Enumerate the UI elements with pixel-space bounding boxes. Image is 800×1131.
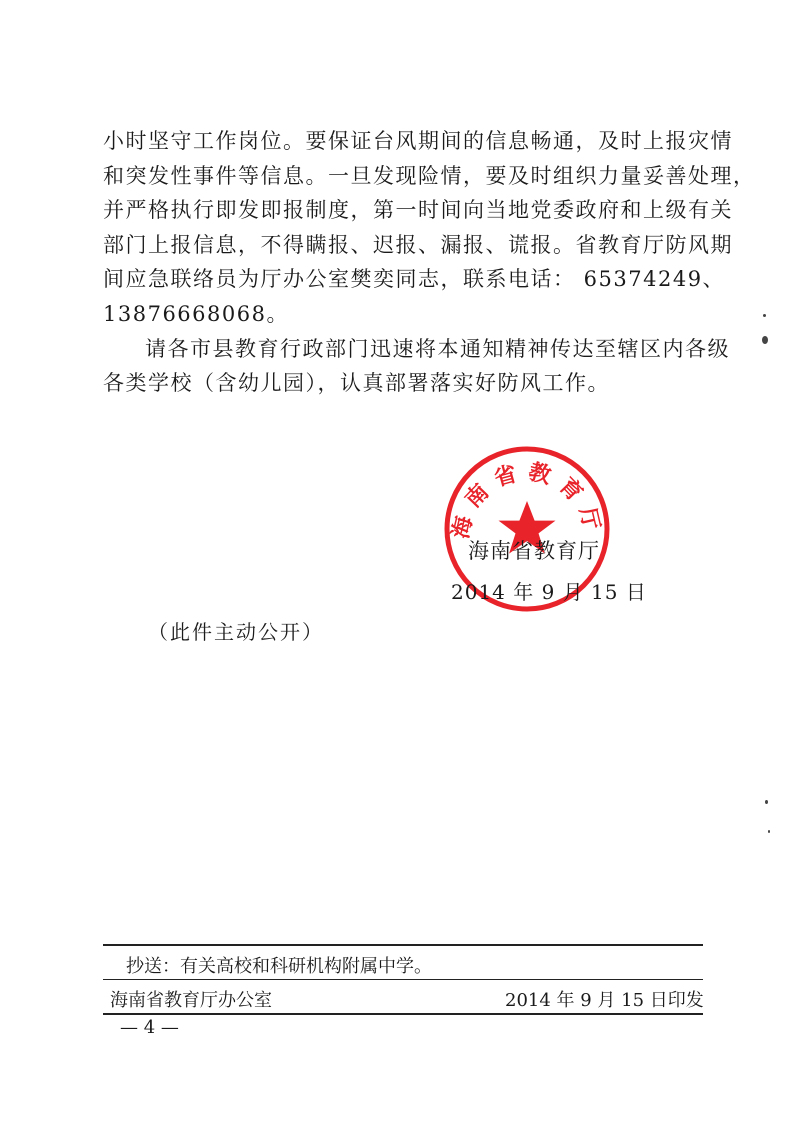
page-number: — 4 —: [120, 1017, 179, 1038]
body-line: 并严格执行即发即报制度，第一时间向当地党委政府和上级有关: [103, 198, 733, 223]
footer-rule-middle: [103, 979, 703, 980]
scan-mark: [762, 336, 768, 344]
scan-mark: [768, 830, 770, 833]
scan-mark: [763, 314, 766, 317]
print-date: 2014 年 9 月 15 日印发: [505, 990, 704, 1011]
paragraph-line: 请各市县教育行政部门迅速将本通知精神传达至辖区内各级: [145, 336, 730, 361]
body-line: 部门上报信息，不得瞒报、迟报、漏报、谎报。省教育厅防风期: [103, 232, 733, 257]
cc-line: 抄送：有关高校和科研机构附属中学。: [126, 956, 432, 977]
svg-text:海南省教育厅: 海南省教育厅: [448, 459, 606, 542]
body-line: 和突发性事件等信息。一旦发现险情，要及时组织力量妥善处理，: [103, 163, 756, 188]
body-text: [103, 124, 756, 401]
issuing-office: 海南省教育厅办公室: [110, 990, 272, 1011]
public-disclosure-note: （此件主动公开）: [148, 620, 324, 644]
scan-mark: [765, 800, 768, 804]
signature-org: 海南省教育厅: [468, 539, 600, 563]
body-line: 13876668068。: [103, 301, 289, 326]
body-line: 小时坚守工作岗位。要保证台风期间的信息畅通，及时上报灾情: [103, 129, 733, 153]
footer-rule-top: [103, 944, 703, 946]
paragraph-line: 各类学校（含幼儿园），认真部署落实好防风工作。: [103, 371, 610, 396]
signature-date: 2014 年 9 月 15 日: [451, 580, 647, 604]
body-line: 间应急联络员为厅办公室樊奕同志，联系电话： 65374249、: [103, 267, 726, 292]
footer-rule-bottom: [103, 1013, 703, 1015]
